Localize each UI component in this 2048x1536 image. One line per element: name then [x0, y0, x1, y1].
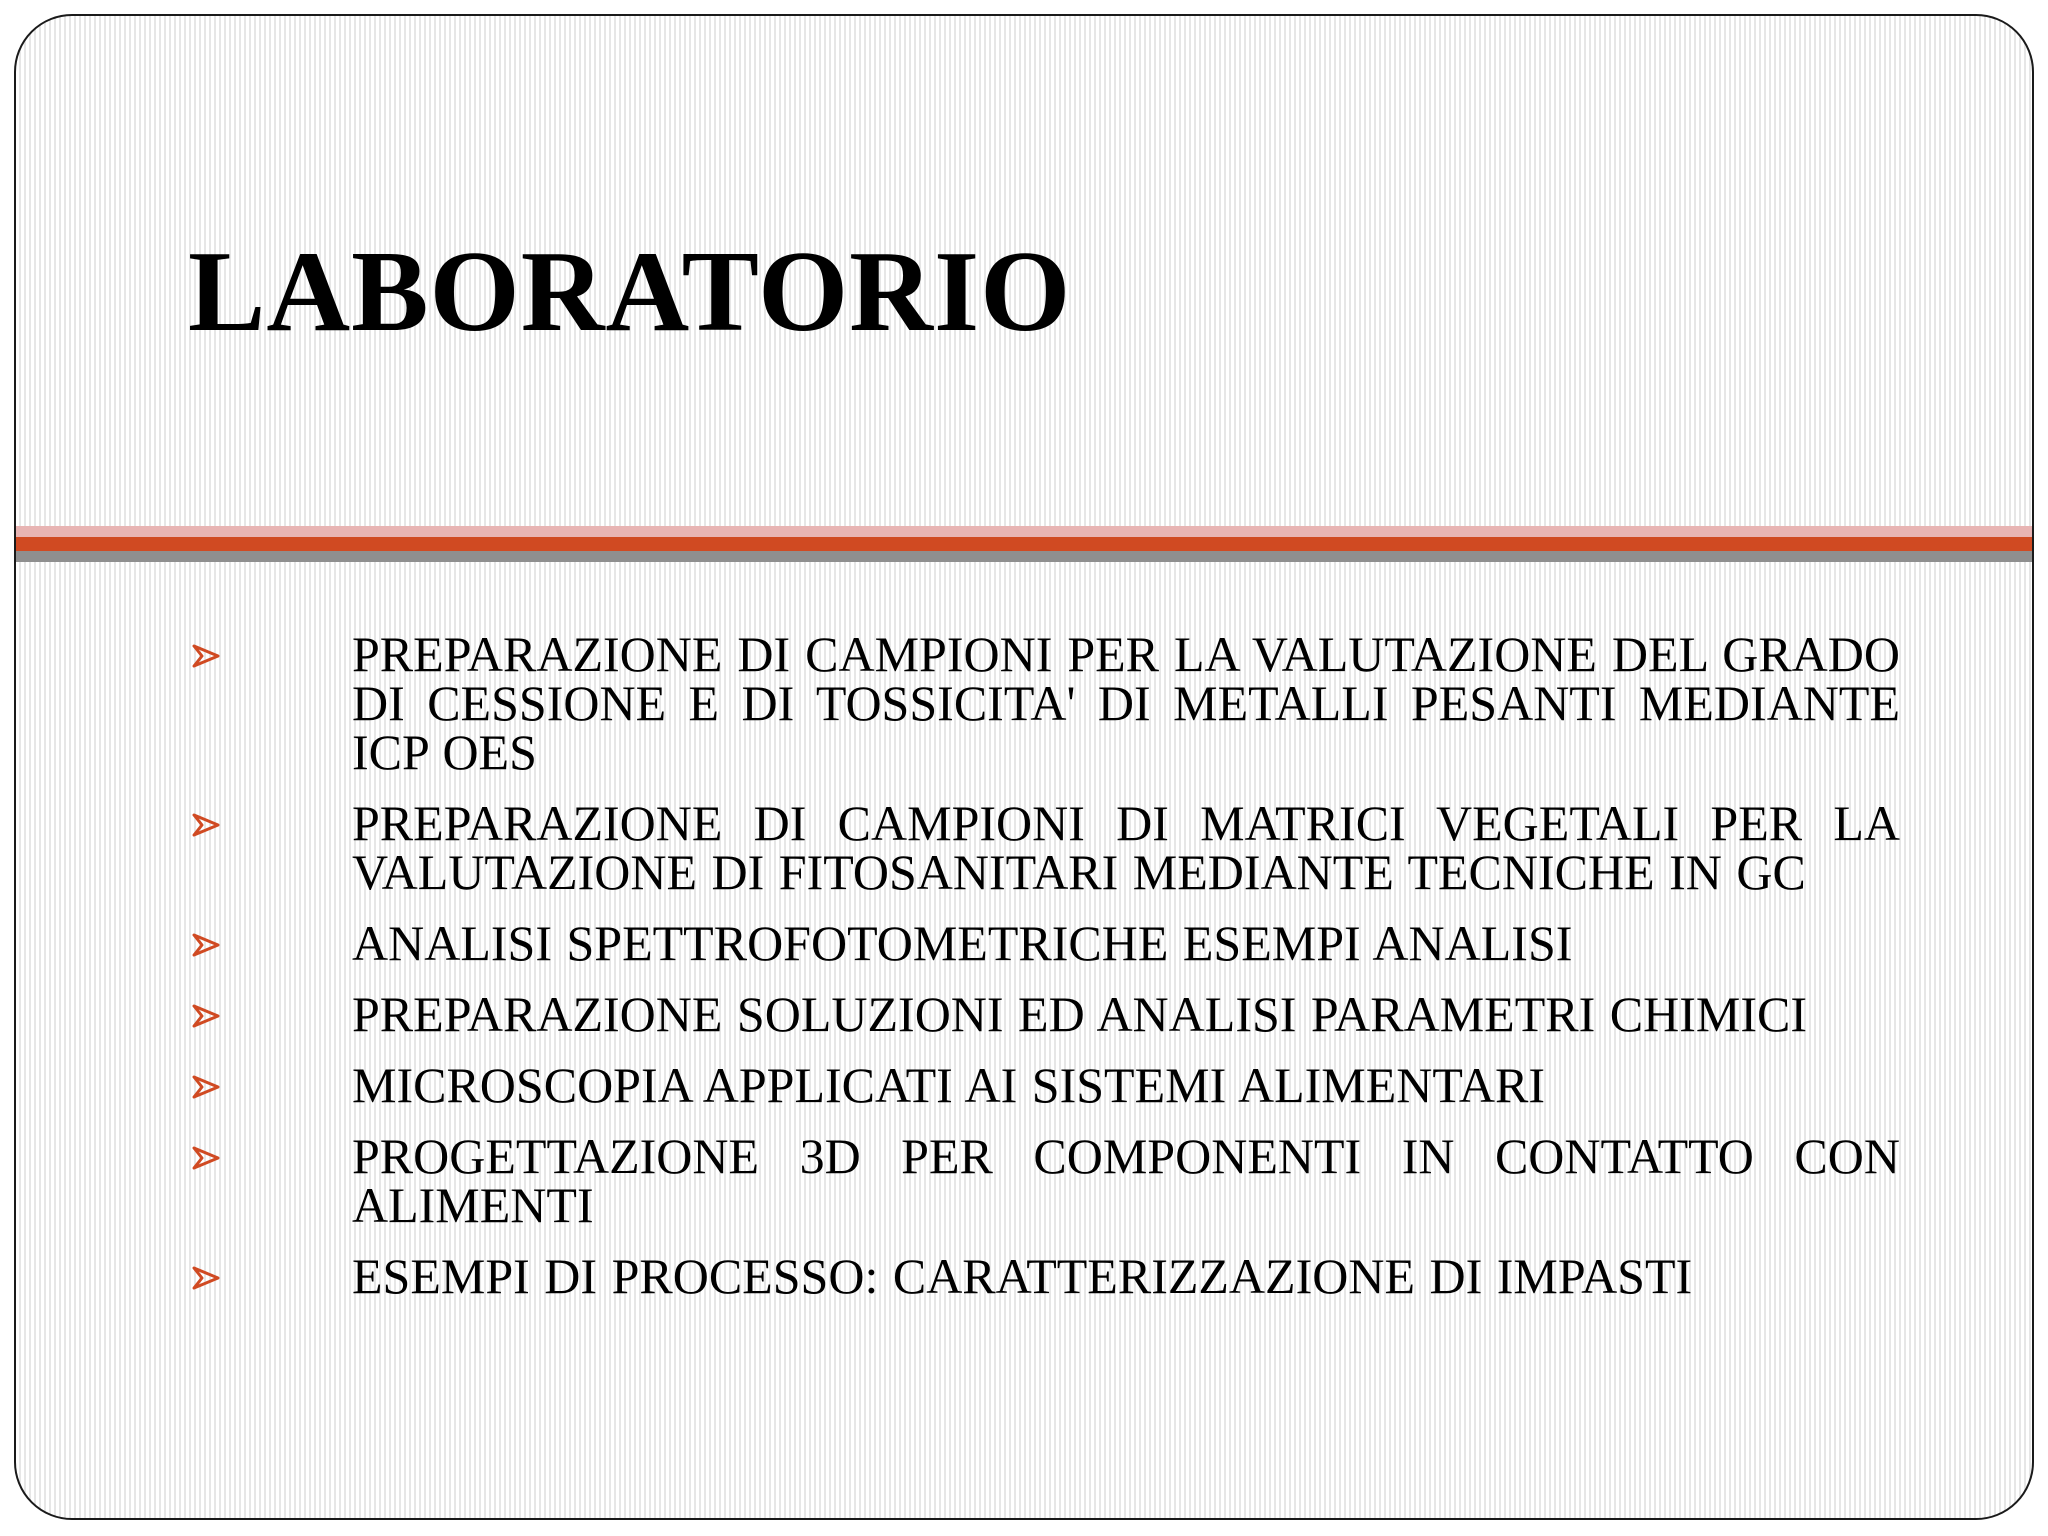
arrow-bullet-icon — [192, 1266, 220, 1290]
list-item — [188, 1057, 1900, 1113]
list-item — [188, 1248, 1900, 1304]
list-item — [188, 915, 1900, 971]
arrow-bullet-icon — [192, 813, 220, 837]
slide — [14, 14, 2034, 1520]
list-item — [188, 986, 1900, 1042]
arrow-bullet-icon — [192, 644, 220, 668]
divider-band-orange — [16, 537, 2032, 551]
list-item-text: PREPARAZIONE SOLUZIONI ED ANALISI PARAMETRI CHIMICI — [352, 986, 1807, 1042]
list-item-text: MICROSCOPIA APPLICATI AI SISTEMI ALIMENTARI — [352, 1057, 1546, 1113]
list-item — [188, 1128, 1900, 1233]
divider-band-gray — [16, 551, 2032, 562]
list-item-text: ANALISI SPETTROFOTOMETRICHE ESEMPI ANALISI — [352, 915, 1573, 971]
list-item-text: PREPARAZIONE DI CAMPIONI DI MATRICI VEGETALI PER LA VALUTAZIONE DI FITOSANITARI MEDIANTE TECNICHE IN GC — [352, 795, 1900, 900]
list-item-text: PREPARAZIONE DI CAMPIONI PER LA VALUTAZIONE DEL GRADO DI CESSIONE E DI TOSSICITA' DI METALLI PESANTI MEDIANTE ICP OES — [352, 626, 1900, 780]
slide-title: LABORATORIO — [188, 228, 1072, 356]
divider-band-pink — [16, 526, 2032, 537]
list-item — [188, 795, 1900, 900]
arrow-bullet-icon — [192, 1146, 220, 1170]
bullet-list — [188, 626, 1900, 1323]
arrow-bullet-icon — [192, 933, 220, 957]
list-item-text: ESEMPI DI PROCESSO: CARATTERIZZAZIONE DI IMPASTI — [352, 1248, 1693, 1304]
list-item — [188, 626, 1900, 780]
list-item-text: PROGETTAZIONE 3D PER COMPONENTI IN CONTATTO CON ALIMENTI — [352, 1128, 1900, 1233]
arrow-bullet-icon — [192, 1004, 220, 1028]
arrow-bullet-icon — [192, 1075, 220, 1099]
